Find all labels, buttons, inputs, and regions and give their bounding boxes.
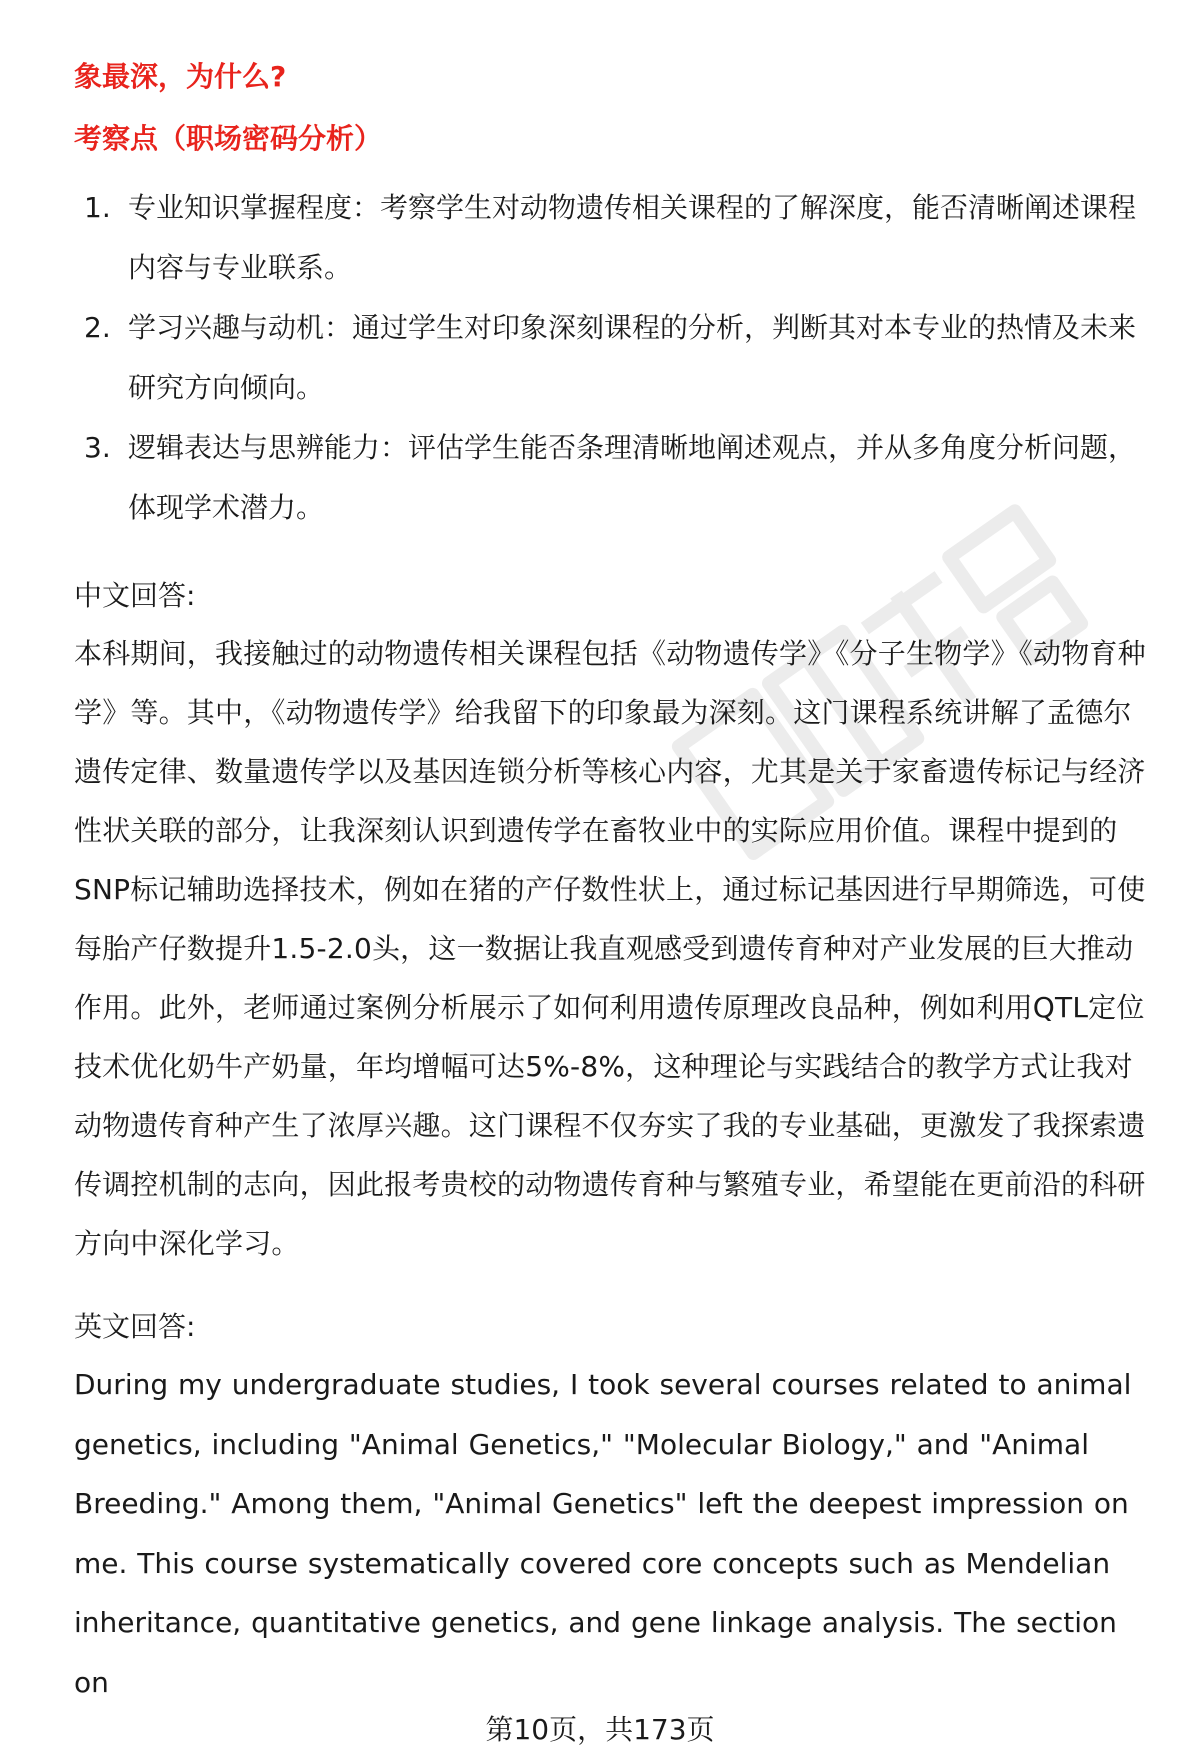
page-footer: 第10页，共173页: [485, 1713, 715, 1746]
point-number: 3.: [84, 431, 111, 464]
assessment-title: 考察点（职场密码分析）: [74, 122, 383, 155]
chinese-answer-paragraph: 本科期间，我接触过的动物遗传相关课程包括《动物遗传学》《分子生物学》《动物育种学》等。其中，《动物遗传学》给我留下的印象最为深刻。这门课程系统讲解了孟德尔遗传定律、数量遗传学以及基因连锁分析等核心内容，尤其是关于家畜遗传标记与经济性状关联的部分，让我深刻认识到遗传学在畜牧业中的实际应用价值。课程中提到的SNP标记辅助选择技术，例如在猪的产仔数性状上，通过标记基因进行早期筛选，可使每胎产仔数提升1.5-2.0头，这一数据让我直观感受到遗传育种对产业发展的巨大推动作用。此外，老师通过案例分析展示了如何利用遗传原理改良品种，例如利用QTL定位技术优化奶牛产奶量，年均增幅可达5%-8%，这种理论与实践结合的教学方式让我对动物遗传育种产生了浓厚兴趣。这门课程不仅夯实了我的专业基础，更激发了我探索遗传调控机制的志向，因此报考贵校的动物遗传育种与繁殖专业，希望能在更前沿的科研方向中深化学习。: [74, 637, 1146, 1260]
assessment-points-list: [84, 178, 1154, 538]
english-answer-label: 英文回答:: [74, 1310, 196, 1343]
question-heading-continued: 象最深，为什么?: [74, 60, 287, 93]
point-text: 逻辑表达与思辨能力：评估学生能否条理清晰地阐述观点，并从多角度分析问题，体现学术潜力。: [128, 431, 1137, 524]
point-number: 1.: [84, 191, 111, 224]
assessment-point: [84, 418, 1154, 538]
assessment-point: [84, 178, 1154, 298]
point-text: 学习兴趣与动机：通过学生对印象深刻课程的分析，判断其对本专业的热情及未来研究方向倾向。: [128, 311, 1137, 404]
point-number: 2.: [84, 311, 111, 344]
english-answer-paragraph: During my undergraduate studies, I took several courses related to animal genetics, including "Animal Genetics," "Molecular Biology," and "Animal Breeding." Among them, "Animal Genetics" left the deepest impression on me. This course systematically covered core concepts such as Mendelian inheritance, quantitative genetics, and gene linkage analysis. The section on: [74, 1368, 1132, 1699]
chinese-answer-label: 中文回答:: [74, 579, 196, 612]
assessment-point: [84, 298, 1154, 418]
document-page: [74, 52, 1154, 1712]
point-text: 专业知识掌握程度：考察学生对动物遗传相关课程的了解深度，能否清晰阐述课程内容与专业联系。: [128, 191, 1137, 284]
